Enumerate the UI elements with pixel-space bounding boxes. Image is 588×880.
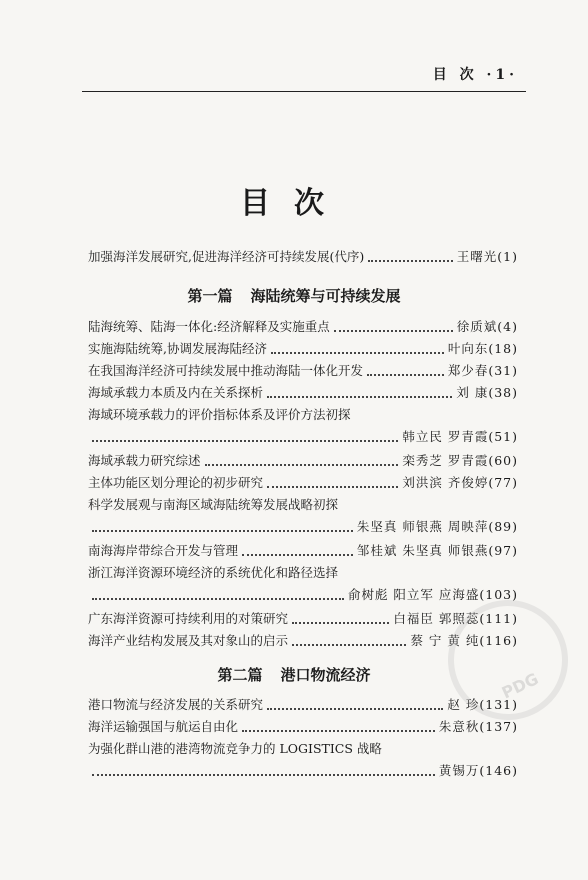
leader-dots (267, 396, 452, 398)
entry-title: 海域承载力研究综述 (88, 453, 201, 468)
section-heading-1 (0, 285, 588, 306)
entry-title: 港口物流与经济发展的关系研究 (88, 697, 264, 712)
entry-title: 广东海洋资源可持续利用的对策研究 (88, 611, 289, 626)
entry-author-page: 栾秀芝 罗青霞(60) (402, 453, 518, 468)
leader-dots (271, 352, 444, 354)
entry-title: 陆海统筹、陆海一体化:经济解释及实施重点 (88, 319, 330, 334)
section-number: 第一篇 (187, 287, 233, 305)
entry-title: 海洋运输强国与航运自由化 (88, 719, 239, 734)
leader-dots (367, 374, 444, 376)
leader-dots (242, 554, 353, 556)
entry-title[interactable]: 科学发展观与南海区域海陆统筹发展战略初探 (88, 497, 339, 512)
leader-dots (92, 440, 398, 442)
entry-author-page: 韩立民 罗青霞(51) (402, 429, 518, 444)
entry-author-page: 刘 康(38) (456, 385, 518, 400)
toc-entry[interactable] (88, 384, 518, 402)
section-name: 海陆统筹与可持续发展 (250, 287, 401, 305)
page-title: 目次 (240, 186, 348, 221)
section-number: 第二篇 (217, 666, 263, 684)
leader-dots (267, 486, 398, 488)
entry-title: 加强海洋发展研究,促进海洋经济可持续发展(代序) (88, 249, 365, 264)
entry-author-page: 徐质斌(4) (456, 319, 518, 334)
entry-author-page: 朱意秋(137) (438, 719, 518, 734)
entry-author-page: 赵 珍(131) (447, 697, 518, 712)
toc-entry[interactable] (88, 718, 518, 736)
leader-dots (368, 260, 453, 262)
entry-author-page: 郑少春(31) (447, 363, 518, 378)
toc-entry[interactable] (88, 542, 518, 560)
running-head: 目 次 ·1· (432, 67, 518, 83)
toc-entry[interactable] (88, 452, 518, 470)
entry-author-page: 叶向东(18) (447, 341, 518, 356)
section-name: 港口物流经济 (280, 666, 371, 684)
entry-author-page: 刘洪滨 齐俊婷(77) (402, 475, 518, 490)
leader-dots (92, 530, 353, 532)
entry-author-page: 邹桂斌 朱坚真 师银燕(97) (356, 543, 518, 558)
entry-author-page: 蔡 宁 黄 纯(116) (410, 633, 518, 648)
toc-entry[interactable] (88, 518, 518, 536)
toc-entry[interactable] (88, 474, 518, 492)
entry-author-page: 白福臣 郭照蕊(111) (393, 611, 518, 626)
leader-dots (292, 622, 389, 624)
entry-author-page: 俞树彪 阳立军 应海盛(103) (347, 587, 518, 602)
toc-entry[interactable] (88, 586, 518, 604)
toc-entry[interactable] (88, 762, 518, 780)
entry-title: 主体功能区划分理论的初步研究 (88, 475, 264, 490)
entry-title: 实施海陆统筹,协调发展海陆经济 (88, 341, 267, 356)
entry-author-page: 王曙光(1) (456, 249, 518, 264)
leader-dots (92, 598, 344, 600)
leader-dots (267, 708, 443, 710)
entry-title: 海域承载力本质及内在关系探析 (88, 385, 264, 400)
toc-entry[interactable] (88, 696, 518, 714)
leader-dots (242, 730, 435, 732)
entry-title: 海洋产业结构发展及其对象山的启示 (88, 633, 289, 648)
leader-dots (92, 774, 435, 776)
entry-title[interactable]: 为强化群山港的港湾物流竞争力的 LOGISTICS 战略 (88, 741, 382, 756)
library-stamp-watermark: PDG (428, 580, 587, 739)
entry-title[interactable]: 浙江海洋资源环境经济的系统优化和路径选择 (88, 565, 339, 580)
leader-dots (205, 464, 399, 466)
entry-title: 在我国海洋经济可持续发展中推动海陆一体化开发 (88, 363, 364, 378)
toc-entry-preface[interactable] (88, 248, 518, 266)
entry-author-page: 黄锡万(146) (438, 763, 518, 778)
toc-entry[interactable] (88, 362, 518, 380)
entry-author-page: 朱坚真 师银燕 周映萍(89) (356, 519, 518, 534)
toc-entry[interactable] (88, 318, 518, 336)
toc-entry[interactable] (88, 340, 518, 358)
entry-title[interactable]: 海域环境承载力的评价指标体系及评价方法初探 (88, 407, 351, 422)
entry-title: 南海海岸带综合开发与管理 (88, 543, 239, 558)
toc-entry[interactable] (88, 610, 518, 628)
leader-dots (334, 330, 453, 332)
leader-dots (292, 644, 406, 646)
toc-entry[interactable] (88, 428, 518, 446)
header-rule (82, 91, 526, 92)
